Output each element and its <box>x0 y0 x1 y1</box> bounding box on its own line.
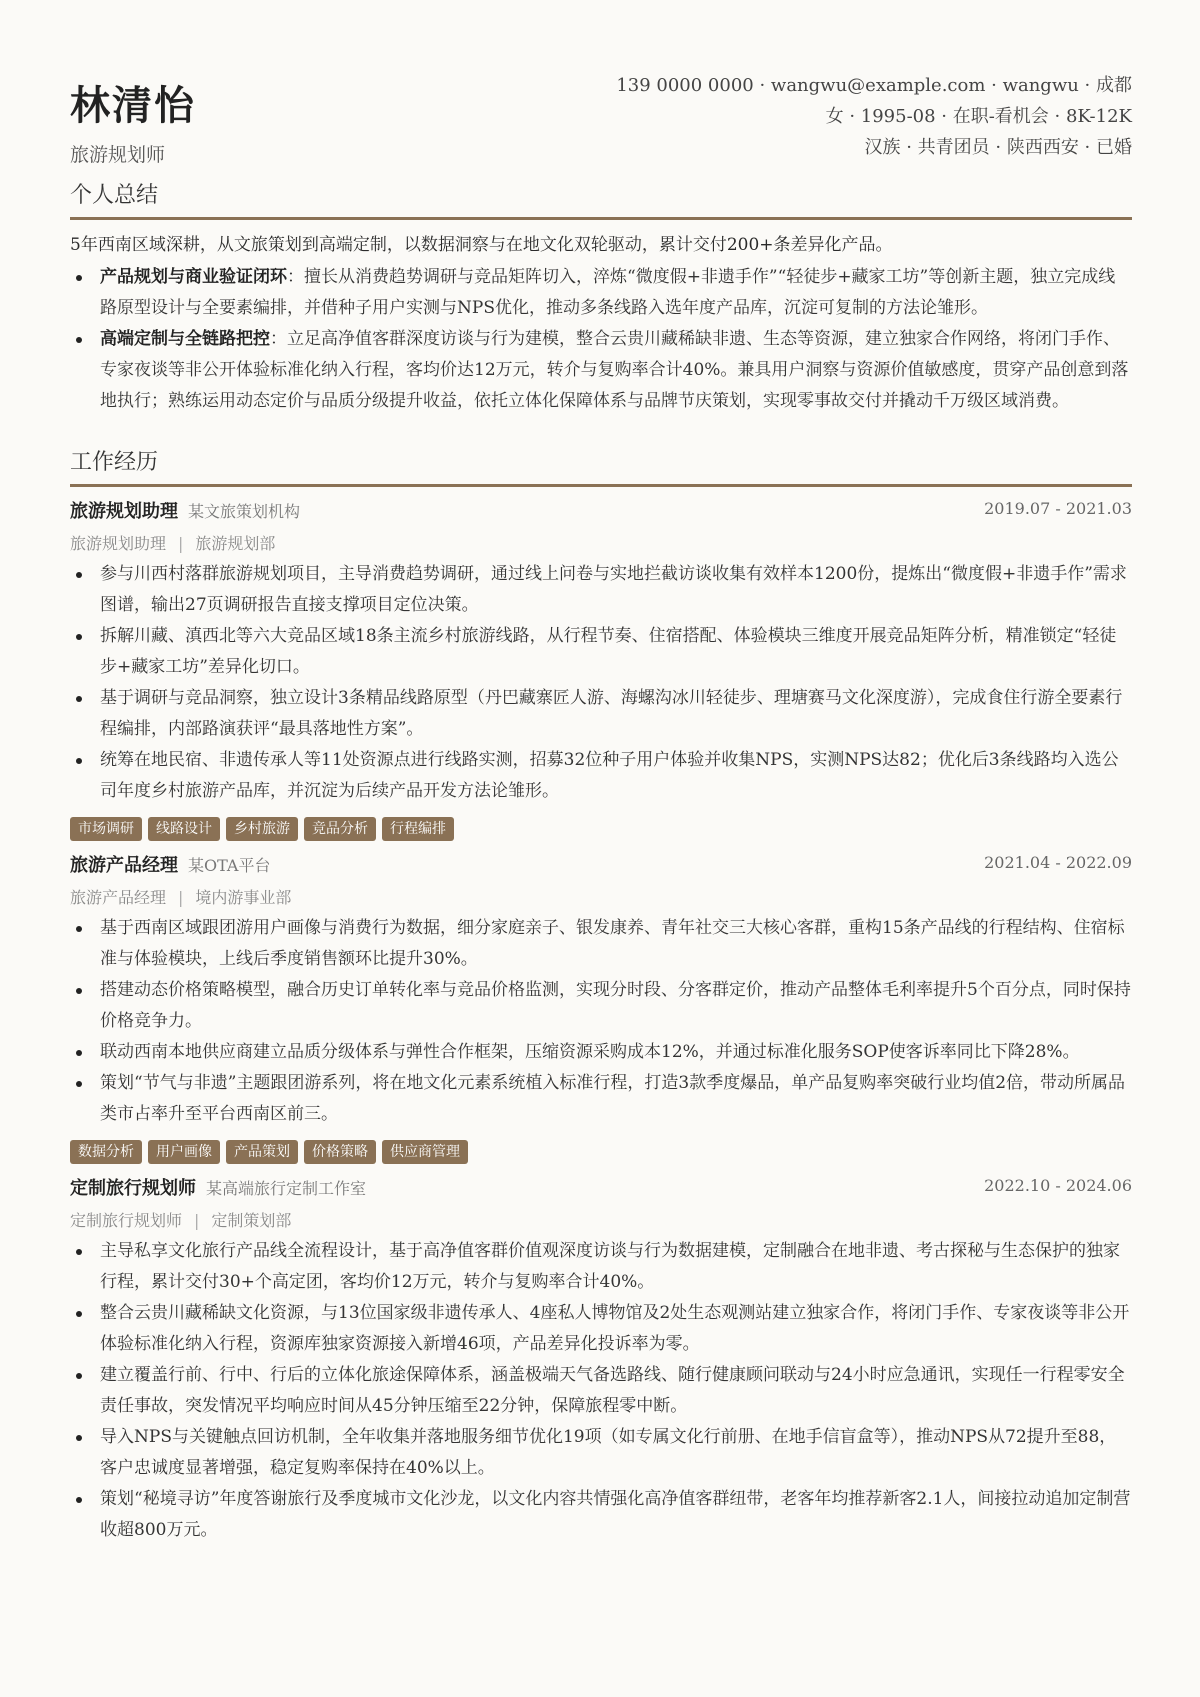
job-bullets <box>70 913 1132 1130</box>
job-bullet: 拆解川藏、滇西北等六大竞品区域18条主流乡村旅游线路，从行程节奏、住宿搭配、体验模块三维度开展竞品矩阵分析，精准锁定“轻徒步+藏家工坊”差异化切口。 <box>70 621 1132 683</box>
skill-tag: 乡村旅游 <box>226 817 298 841</box>
summary-list <box>70 262 1132 417</box>
job-entry <box>70 851 1132 1166</box>
job-bullet: 基于调研与竞品洞察，独立设计3条精品线路原型（丹巴藏寨匠人游、海螺沟冰川轻徒步、理塘赛马文化深度游），完成食住行游全要素行程编排，内部路演获评“最具落地性方案”。 <box>70 683 1132 745</box>
job-bullet: 策划“节气与非遗”主题跟团游系列，将在地文化元素系统植入标准行程，打造3款季度爆品，单产品复购率突破行业均值2倍，带动所属品类市占率升至平台西南区前三。 <box>70 1068 1132 1130</box>
resume-header <box>70 0 1132 178</box>
job-bullet: 主导私享文化旅行产品线全流程设计，基于高净值客群价值观深度访谈与行为数据建模，定制融合在地非遗、考古探秘与生态保护的独家行程，累计交付30+个高定团，客均价12万元，转介与复购率合计40%。 <box>70 1236 1132 1298</box>
job-date: 2019.07 - 2021.03 <box>984 499 1132 518</box>
contact-line-3: 汉族 · 共青团员 · 陕西西安 · 已婚 <box>864 137 1132 158</box>
summary-item <box>70 262 1132 324</box>
job-role: 旅游规划助理 <box>70 534 167 553</box>
separator: | <box>178 534 184 553</box>
skill-tag: 产品策划 <box>226 1140 298 1164</box>
job-bullets <box>70 1236 1132 1546</box>
summary-item <box>70 324 1132 417</box>
skill-tag: 市场调研 <box>70 817 142 841</box>
candidate-title: 旅游规划师 <box>70 144 166 166</box>
job-entry <box>70 497 1132 843</box>
summary-item-label: 高端定制与全链路把控 <box>100 329 270 349</box>
job-company: 某文旅策划机构 <box>188 502 301 521</box>
job-company: 某高端旅行定制工作室 <box>206 1179 367 1198</box>
summary-lead: 5年西南区域深耕，从文旅策划到高端定制，以数据洞察与在地文化双轮驱动，累计交付200+条差异化产品。 <box>70 235 893 255</box>
work-section-title: 工作经历 <box>70 445 1132 487</box>
summary-item-label: 产品规划与商业验证闭环 <box>100 267 287 287</box>
job-tags <box>70 1140 1132 1166</box>
job-date: 2021.04 - 2022.09 <box>984 853 1132 872</box>
skill-tag: 线路设计 <box>148 817 220 841</box>
job-date: 2022.10 - 2024.06 <box>984 1176 1132 1195</box>
skill-tag: 价格策略 <box>304 1140 376 1164</box>
separator: | <box>178 888 184 907</box>
job-bullet: 导入NPS与关键触点回访机制，全年收集并落地服务细节优化19项（如专属文化行前册、在地手信盲盒等），推动NPS从72提升至88，客户忠诚度显著增强，稳定复购率保持在40%以上。 <box>70 1422 1132 1484</box>
job-bullet: 参与川西村落群旅游规划项目，主导消费趋势调研，通过线上问卷与实地拦截访谈收集有效样本1200份，提炼出“微度假+非遗手作”需求图谱，输出27页调研报告直接支撑项目定位决策。 <box>70 559 1132 621</box>
candidate-name: 林清怡 <box>70 82 196 129</box>
job-bullet: 基于西南区域跟团游用户画像与消费行为数据，细分家庭亲子、银发康养、青年社交三大核心客群，重构15条产品线的行程结构、住宿标准与体验模块，上线后季度销售额环比提升30%。 <box>70 913 1132 975</box>
work-section <box>70 445 1132 1546</box>
job-role: 旅游产品经理 <box>70 888 167 907</box>
job-header <box>70 1174 1132 1206</box>
skill-tag: 供应商管理 <box>382 1140 468 1164</box>
job-dept: 境内游事业部 <box>195 888 292 907</box>
summary-section <box>70 178 1132 417</box>
job-role: 定制旅行规划师 <box>70 1211 183 1230</box>
job-entry <box>70 1174 1132 1546</box>
skill-tag: 竞品分析 <box>304 817 376 841</box>
skill-tag: 数据分析 <box>70 1140 142 1164</box>
job-bullet: 策划“秘境寻访”年度答谢旅行及季度城市文化沙龙，以文化内容共情强化高净值客群纽带，老客年均推荐新客2.1人，间接拉动追加定制营收超800万元。 <box>70 1484 1132 1546</box>
job-subtitle <box>70 883 1132 913</box>
summary-item-text: ：立足高净值客群深度访谈与行为建模，整合云贵川藏稀缺非遗、生态等资源，建立独家合作网络，将闭门手作、专家夜谈等非公开体验标准化纳入行程，客均价达12万元，转介与复购率合计40%。兼具用户洞察与资源价值敏感度，贯穿产品创意到落地执行；熟练运用动态定价与品质分级提升收益，依托立体化保障体系与品牌节庆策划，实现零事故交付并撬动千万级区域消费。 <box>100 329 1129 411</box>
job-title: 旅游规划助理 <box>70 501 178 522</box>
job-title: 旅游产品经理 <box>70 855 178 876</box>
job-bullet: 统筹在地民宿、非遗传承人等11处资源点进行线路实测，招募32位种子用户体验并收集NPS，实测NPS达82；优化后3条线路均入选公司年度乡村旅游产品库，并沉淀为后续产品开发方法论雏形。 <box>70 745 1132 807</box>
job-bullet: 整合云贵川藏稀缺文化资源，与13位国家级非遗传承人、4座私人博物馆及2处生态观测站建立独家合作，将闭门手作、专家夜谈等非公开体验标准化纳入行程，资源库独家资源接入新增46项，产品差异化投诉率为零。 <box>70 1298 1132 1360</box>
job-bullet: 建立覆盖行前、行中、行后的立体化旅途保障体系，涵盖极端天气备选路线、随行健康顾问联动与24小时应急通讯，实现任一行程零安全责任事故，突发情况平均响应时间从45分钟压缩至22分钟，保障旅程零中断。 <box>70 1360 1132 1422</box>
job-bullet: 搭建动态价格策略模型，融合历史订单转化率与竞品价格监测，实现分时段、分客群定价，推动产品整体毛利率提升5个百分点，同时保持价格竞争力。 <box>70 975 1132 1037</box>
contact-line-1: 139 0000 0000 · wangwu@example.com · wangwu · 成都 <box>616 75 1132 96</box>
skill-tag: 用户画像 <box>148 1140 220 1164</box>
skill-tag: 行程编排 <box>382 817 454 841</box>
job-header <box>70 851 1132 883</box>
contact-line-2: 女 · 1995-08 · 在职-看机会 · 8K-12K <box>825 106 1132 127</box>
job-tags <box>70 817 1132 843</box>
job-subtitle <box>70 529 1132 559</box>
job-bullets <box>70 559 1132 807</box>
job-dept: 定制策划部 <box>211 1211 292 1230</box>
summary-item-text: ：擅长从消费趋势调研与竞品矩阵切入，淬炼“微度假+非遗手作”“轻徒步+藏家工坊”等创新主题，独立完成线路原型设计与全要素编排，并借种子用户实测与NPS优化，推动多条线路入选年度产品库，沉淀可复制的方法论雏形。 <box>100 267 1116 318</box>
job-company: 某OTA平台 <box>188 856 271 875</box>
job-bullet: 联动西南本地供应商建立品质分级体系与弹性合作框架，压缩资源采购成本12%，并通过标准化服务SOP使客诉率同比下降28%。 <box>70 1037 1132 1068</box>
separator: | <box>194 1211 200 1230</box>
summary-section-title: 个人总结 <box>70 178 1132 220</box>
job-dept: 旅游规划部 <box>195 534 276 553</box>
job-header <box>70 497 1132 529</box>
contact-info <box>616 70 1132 163</box>
job-title: 定制旅行规划师 <box>70 1178 196 1199</box>
job-subtitle <box>70 1206 1132 1236</box>
